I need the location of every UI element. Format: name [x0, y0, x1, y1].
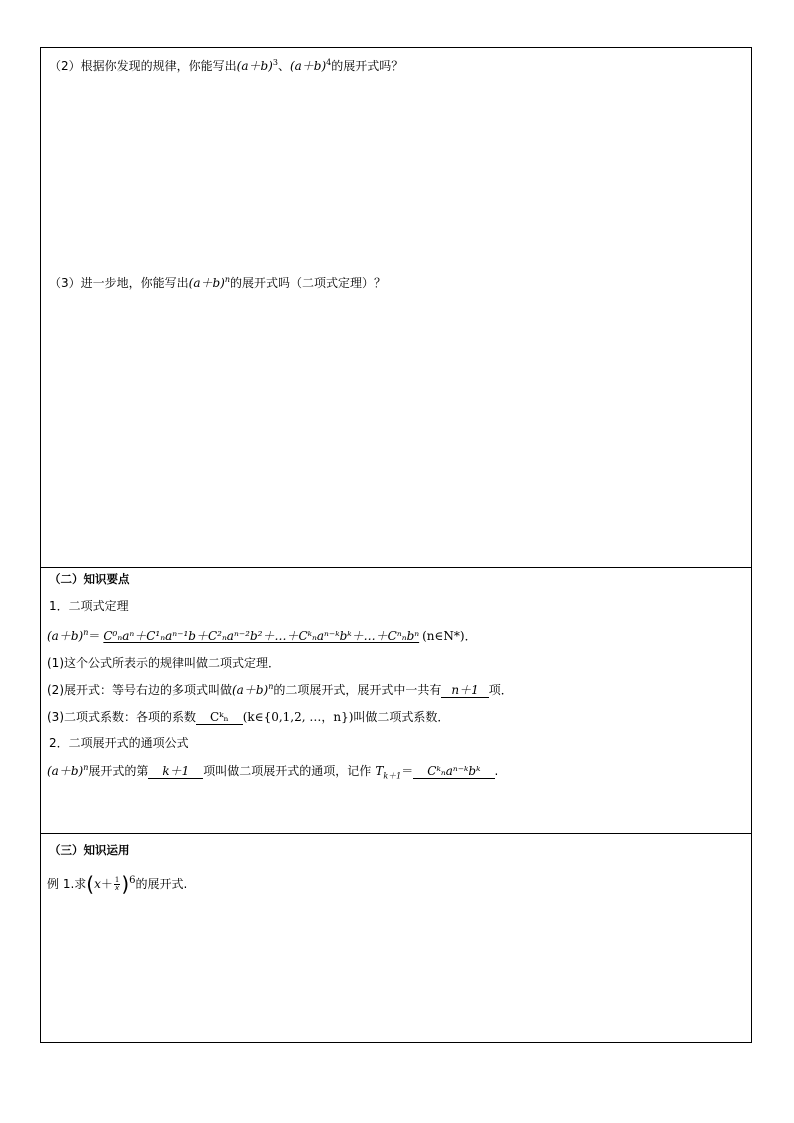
point-3: [47, 709, 449, 725]
formula-lhs-exp: n: [83, 628, 89, 637]
example-x: x: [94, 877, 101, 891]
point-2: [47, 682, 513, 698]
section-questions: [41, 48, 751, 567]
item2-title: 2．二项展开式的通项公式: [49, 736, 189, 750]
worksheet-table: [40, 47, 752, 1043]
question-3: [49, 275, 386, 291]
general-mid: 展开式的第: [88, 764, 149, 778]
point2-expr: (a＋b): [232, 683, 269, 697]
example-1: [47, 872, 188, 896]
formula-lhs: (a＋b): [47, 629, 84, 643]
left-paren: (: [86, 872, 95, 896]
q2-prefix: （2）根据你发现的规律，你能写出: [49, 59, 237, 73]
section-application: [41, 833, 751, 1043]
fraction: [114, 877, 120, 892]
point2-suffix: 项．: [488, 683, 513, 697]
example-suffix: 的展开式.: [135, 877, 188, 891]
point2-prefix: (2)展开式：等号右边的多项式叫做: [47, 683, 232, 697]
section2-heading: （二）知识要点: [49, 572, 130, 586]
q3-suffix: 的展开式吗（二项式定理）？: [230, 276, 387, 290]
point-1: (1)这个公式所表示的规律叫做二项式定理．: [47, 656, 280, 670]
general-expr: (a＋b): [47, 764, 84, 778]
point2-mid: 的二项展开式，展开式中一共有: [273, 683, 442, 697]
q2-suffix: 的展开式吗？: [331, 59, 404, 73]
general-T-sub: k＋1: [383, 771, 402, 781]
formula-eq: ＝: [88, 629, 101, 643]
q2-expr2: (a＋b): [289, 59, 327, 73]
point2-blank: n＋1: [441, 683, 488, 698]
q2-exp2: 4: [326, 58, 332, 67]
point3-prefix: (3)二项式系数：各项的系数: [47, 710, 196, 724]
formula-rhs: C⁰ₙaⁿ＋C¹ₙaⁿ⁻¹b＋C²ₙaⁿ⁻²b²＋…＋Cᵏₙaⁿ⁻ᵏbᵏ＋…＋Cⁿₙbⁿ: [103, 629, 420, 643]
section-knowledge-points: [41, 567, 751, 833]
item1-title: 1．二项式定理: [49, 599, 129, 613]
question-2: [49, 58, 403, 74]
q2-exp1: 3: [272, 58, 278, 67]
formula-cond: (n∈N*)．: [422, 629, 477, 643]
general-exp: n: [83, 763, 89, 772]
fraction-denominator: x: [115, 884, 120, 892]
q2-sep: 、: [277, 59, 290, 73]
binomial-theorem-formula: [47, 628, 477, 644]
general-eq: ＝: [401, 764, 414, 778]
example-plus: ＋: [100, 877, 113, 891]
general-blank-1: k＋1: [148, 764, 203, 779]
fraction-numerator: 1: [114, 876, 120, 884]
point3-suffix: (k∈{0,1,2, …，n})叫做二项式系数．: [242, 710, 450, 724]
general-T: T: [375, 764, 384, 778]
general-term-line: [47, 763, 498, 779]
example-prefix: 例 1.求: [47, 877, 87, 891]
general-blank-2: Cᵏₙaⁿ⁻ᵏbᵏ: [413, 764, 494, 779]
q3-exp: n: [224, 275, 230, 284]
point2-exp: n: [268, 682, 274, 691]
point3-blank: Cᵏₙ: [196, 710, 243, 725]
q2-expr1: (a＋b): [236, 59, 273, 73]
general-mid2: 项叫做二项展开式的通项，记作: [203, 764, 372, 778]
right-paren: ): [121, 872, 130, 896]
q3-expr: (a＋b): [188, 276, 225, 290]
section3-heading: （三）知识运用: [49, 843, 130, 857]
q3-prefix: （3）进一步地，你能写出: [49, 276, 189, 290]
general-end: .: [494, 764, 499, 778]
example-exp: 6: [129, 875, 136, 886]
